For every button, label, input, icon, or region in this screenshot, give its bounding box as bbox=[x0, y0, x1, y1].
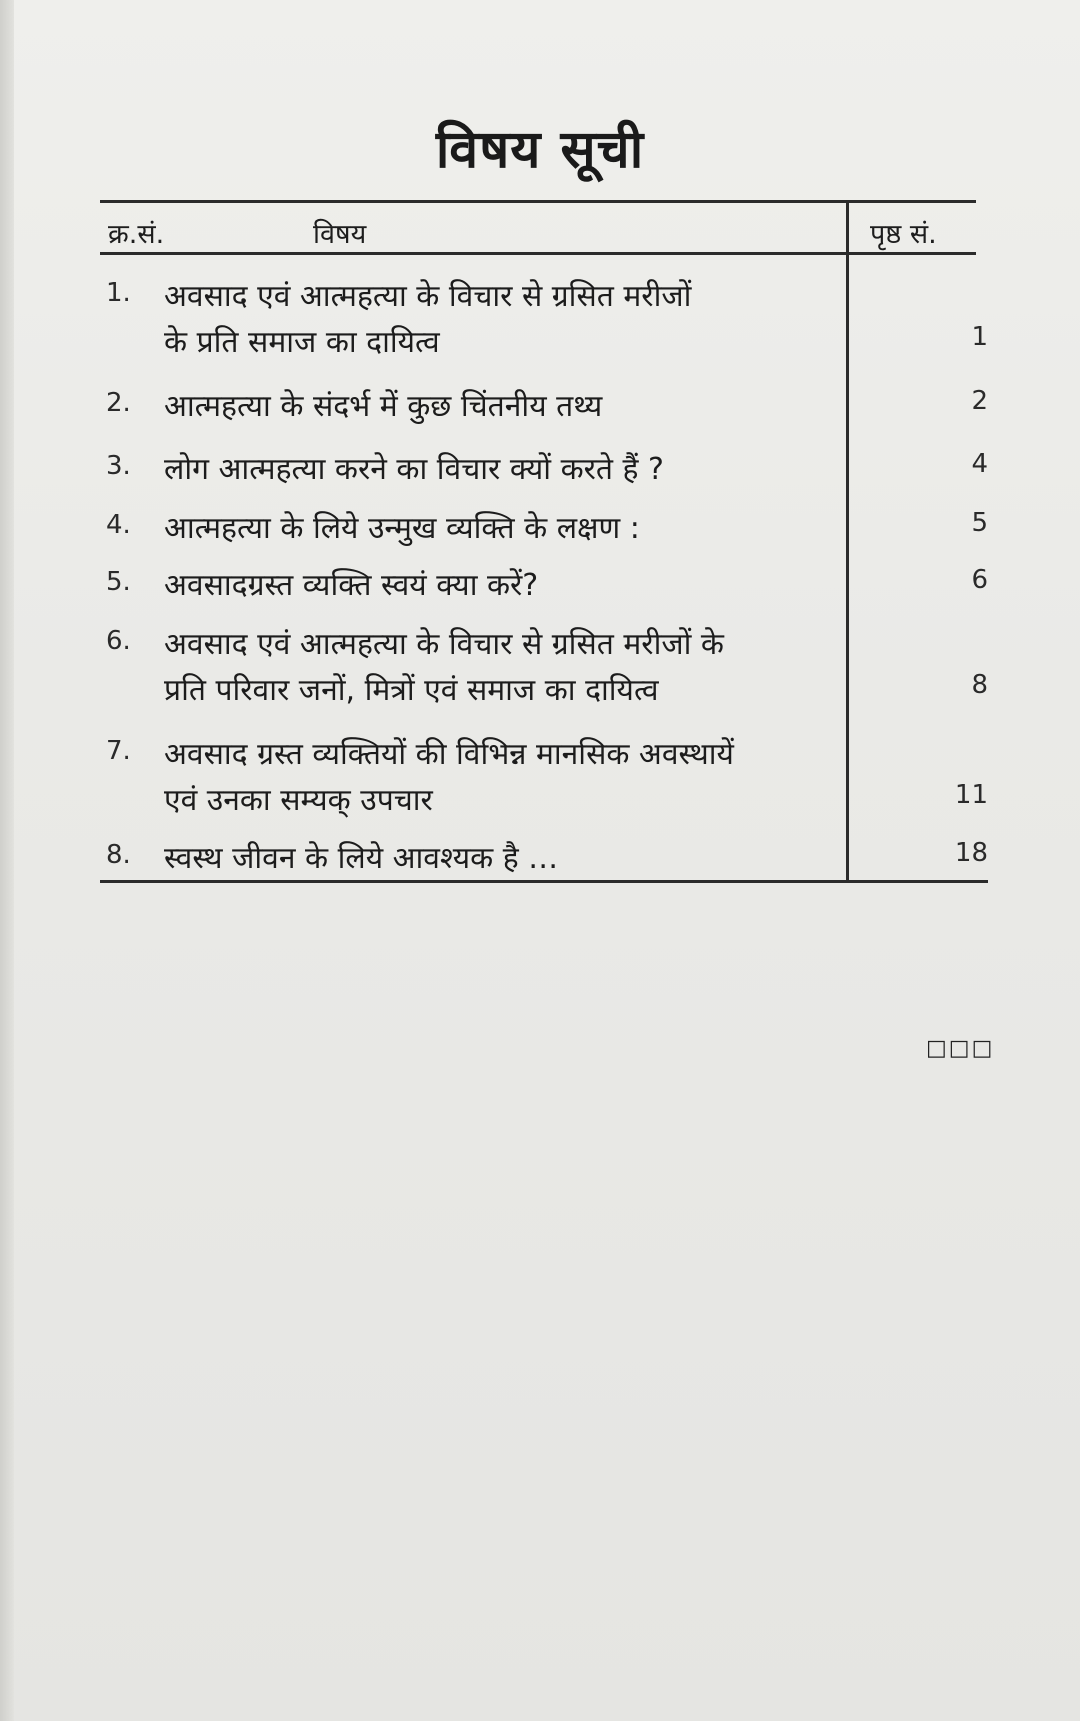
entry-title-line: के प्रति समाज का दायित्व bbox=[164, 325, 440, 360]
entry-title-line: प्रति परिवार जनों, मित्रों एवं समाज का दायित्व bbox=[164, 673, 659, 708]
table-top-rule bbox=[100, 200, 976, 203]
entry-title-line: एवं उनका सम्यक् उपचार bbox=[164, 783, 433, 818]
entry-title-line: अवसादग्रस्त व्यक्ति स्वयं क्या करें? bbox=[164, 568, 539, 603]
entry-title-line: आत्महत्या के लिये उन्मुख व्यक्ति के लक्षण : bbox=[164, 511, 640, 546]
entry-number: 4. bbox=[106, 510, 131, 540]
entry-number: 3. bbox=[106, 451, 131, 481]
header-subject: विषय bbox=[313, 219, 367, 250]
page-column-divider bbox=[846, 200, 849, 883]
table-header-rule bbox=[100, 252, 976, 255]
header-page-number: पृष्ठ सं. bbox=[870, 219, 937, 250]
entry-page-number: 18 bbox=[954, 838, 988, 868]
entry-number: 5. bbox=[106, 567, 131, 597]
entry-page-number: 5 bbox=[971, 508, 988, 538]
entry-title-line: लोग आत्महत्या करने का विचार क्यों करते हैं ? bbox=[164, 452, 664, 487]
end-of-section-mark: □□□ bbox=[926, 1036, 995, 1061]
entry-title-line: अवसाद एवं आत्महत्या के विचार से ग्रसित मरीजों bbox=[164, 279, 692, 314]
entry-title-line: आत्महत्या के संदर्भ में कुछ चिंतनीय तथ्य bbox=[164, 389, 603, 424]
entry-number: 7. bbox=[106, 736, 131, 766]
entry-number: 8. bbox=[106, 840, 131, 870]
entry-page-number: 1 bbox=[971, 322, 988, 352]
entry-page-number: 4 bbox=[971, 449, 988, 479]
entry-title-line: अवसाद ग्रस्त व्यक्तियों की विभिन्न मानसिक अवस्थायें bbox=[164, 737, 734, 772]
entry-page-number: 6 bbox=[971, 565, 988, 595]
entry-number: 2. bbox=[106, 388, 131, 418]
entry-number: 1. bbox=[106, 278, 131, 308]
page-title: विषय सूची bbox=[435, 120, 645, 180]
page-binding-edge bbox=[0, 0, 14, 1721]
table-bottom-rule bbox=[100, 880, 988, 883]
header-serial-number: क्र.सं. bbox=[108, 219, 165, 250]
entry-page-number: 2 bbox=[971, 386, 988, 416]
entry-page-number: 11 bbox=[954, 780, 988, 810]
entry-title-line: स्वस्थ जीवन के लिये आवश्यक है … bbox=[164, 841, 559, 876]
entry-page-number: 8 bbox=[971, 670, 988, 700]
table-of-contents bbox=[100, 200, 988, 882]
entry-number: 6. bbox=[106, 626, 131, 656]
entry-title-line: अवसाद एवं आत्महत्या के विचार से ग्रसित मरीजों के bbox=[164, 627, 724, 662]
